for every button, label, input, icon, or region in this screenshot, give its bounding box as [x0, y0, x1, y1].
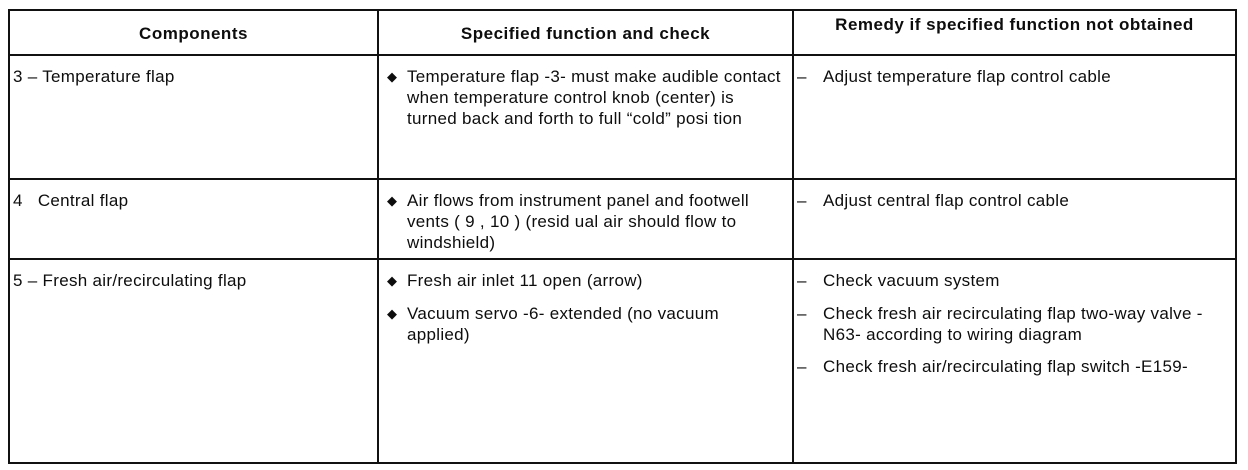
bullet-icon: ◆ — [387, 273, 398, 288]
dash-icon: – — [797, 191, 807, 210]
remedy-item — [797, 66, 1229, 87]
component-cell — [9, 55, 378, 179]
remedy-text: Check fresh air recirculating flap two-way valve -N63- according to wiring diagram — [823, 304, 1203, 344]
remedy-text: Check fresh air/recirculating flap switch -E159- — [823, 357, 1188, 376]
dash-icon: – — [797, 304, 807, 323]
header-remedy: Remedy if specified function not obtained — [793, 10, 1236, 55]
remedy-item — [797, 356, 1229, 377]
component-label: 5 – Fresh air/recirculating flap — [13, 271, 247, 290]
function-text: Vacuum servo -6- extended (no vacuum applied) — [407, 304, 719, 344]
remedy-item — [797, 270, 1229, 291]
function-text: Air flows from instrument panel and footwell vents ( 9 , 10 ) (resid ual air should flow to windshield) — [407, 191, 750, 252]
function-cell — [378, 259, 793, 463]
function-check-table — [8, 9, 1237, 464]
remedy-item — [797, 303, 1229, 345]
remedy-text: Adjust central flap control cable — [823, 191, 1070, 210]
function-item — [385, 66, 786, 129]
item-spacer — [797, 291, 1229, 303]
bullet-icon: ◆ — [387, 306, 398, 321]
component-cell — [9, 259, 378, 463]
remedy-cell — [793, 259, 1236, 463]
component-label: 4 Central flap — [13, 191, 129, 210]
dash-icon: – — [797, 357, 807, 376]
function-text: Temperature flap -3- must make audible contact when temperature control knob (center) is turned back and forth to full “cold” posi tion — [407, 67, 781, 128]
remedy-cell — [793, 55, 1236, 179]
bullet-icon: ◆ — [387, 69, 398, 84]
header-row — [9, 10, 1236, 55]
item-spacer — [385, 291, 786, 303]
header-specified-function: Specified function and check — [378, 10, 793, 55]
header-components: Components — [9, 10, 378, 55]
remedy-text: Check vacuum system — [823, 271, 1000, 290]
remedy-text: Adjust temperature flap control cable — [823, 67, 1111, 86]
dash-icon: – — [797, 67, 807, 86]
table-row — [9, 179, 1236, 259]
table-row — [9, 259, 1236, 463]
component-cell — [9, 179, 378, 259]
function-item — [385, 270, 786, 291]
function-cell — [378, 179, 793, 259]
function-item — [385, 190, 786, 253]
component-label: 3 – Temperature flap — [13, 67, 175, 86]
item-spacer — [797, 345, 1229, 356]
bullet-icon: ◆ — [387, 193, 398, 208]
function-cell — [378, 55, 793, 179]
remedy-cell — [793, 179, 1236, 259]
function-text: Fresh air inlet 11 open (arrow) — [407, 271, 643, 290]
dash-icon: – — [797, 271, 807, 290]
function-item — [385, 303, 786, 345]
remedy-item — [797, 190, 1229, 211]
table-row — [9, 55, 1236, 179]
